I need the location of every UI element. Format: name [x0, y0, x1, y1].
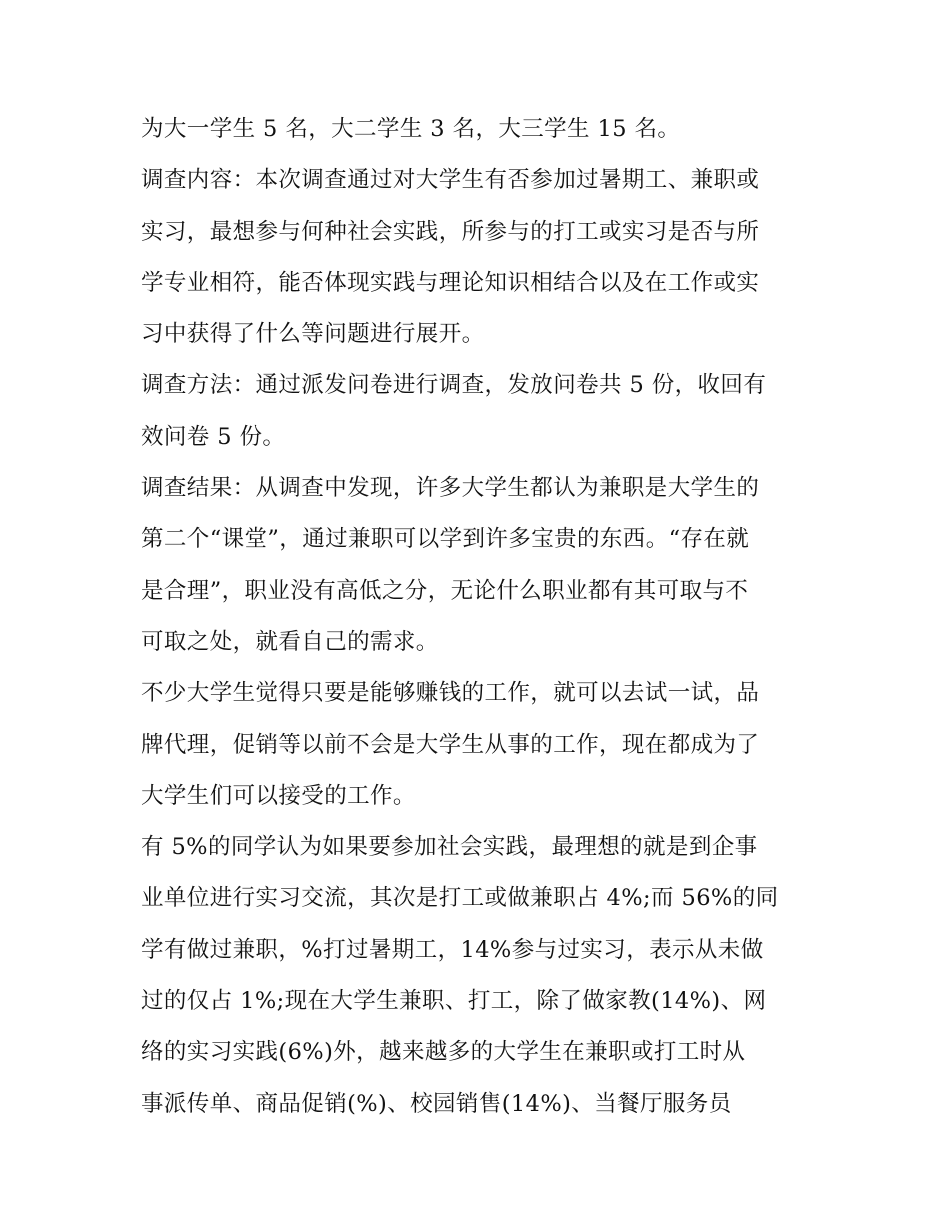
text-line: 业单位进行实习交流，其次是打工或做兼职占 4%;而 56%的同	[141, 885, 779, 912]
document-body	[141, 104, 813, 1130]
text-line: 络的实习实践(6%)外，越来越多的大学生在兼职或打工时从	[141, 1039, 746, 1066]
text-line: 大学生们可以接受的工作。	[141, 782, 416, 809]
text-line: 不少大学生觉得只要是能够赚钱的工作，就可以去试一试，品	[141, 680, 760, 707]
text-line: 是合理”，职业没有高低之分，无论什么职业都有其可取与不	[141, 577, 749, 604]
text-line: 学专业相符，能否体现实践与理论知识相结合以及在工作或实	[141, 269, 760, 296]
text-line: 学有做过兼职，%打过暑期工，14%参与过实习，表示从未做	[141, 936, 764, 963]
text-line: 可取之处，就看自己的需求。	[141, 628, 439, 655]
text-line: 事派传单、商品促销(%)、校园销售(14%)、当餐厅服务员	[141, 1090, 732, 1117]
text-line: 习中获得了什么等问题进行展开。	[141, 321, 485, 348]
text-line: 过的仅占 1%;现在大学生兼职、打工，除了做家教(14%)、网	[141, 988, 767, 1015]
text-line: 调查方法：通过派发问卷进行调查，发放问卷共 5 份，收回有	[141, 372, 767, 399]
text-line: 调查内容：本次调查通过对大学生有否参加过暑期工、兼职或	[141, 167, 760, 194]
text-line: 第二个“课堂”，通过兼职可以学到许多宝贵的东西。“存在就	[141, 526, 750, 553]
text-line: 效问卷 5 份。	[141, 423, 286, 450]
text-line: 有 5%的同学认为如果要参加社会实践，最理想的就是到企事	[141, 834, 758, 861]
text-line: 为大一学生 5 名，大二学生 3 名，大三学生 15 名。	[141, 116, 681, 142]
text-line: 调查结果：从调查中发现，许多大学生都认为兼职是大学生的	[141, 475, 760, 502]
text-line: 实习，最想参与何种社会实践，所参与的打工或实习是否与所	[141, 218, 760, 245]
text-line: 牌代理，促销等以前不会是大学生从事的工作，现在都成为了	[141, 731, 760, 758]
